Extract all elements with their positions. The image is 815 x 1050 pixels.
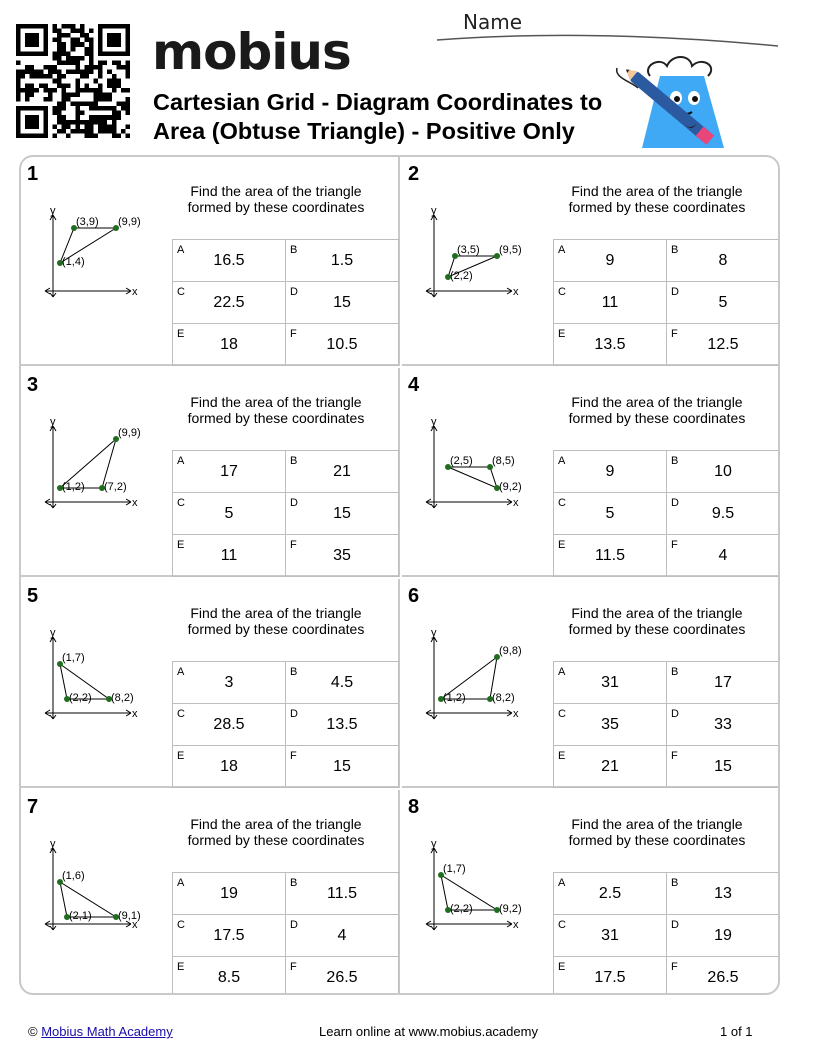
name-label: Name	[463, 10, 523, 34]
answer-letter: A	[558, 877, 566, 889]
x-axis-label: x	[513, 286, 519, 298]
answer-value: 1.5	[330, 252, 354, 269]
answer-value: 19	[714, 927, 732, 944]
answer-value: 18	[220, 336, 238, 353]
vertex-label: (9,9)	[118, 427, 141, 439]
footer-learn-online: Learn online at www.mobius.academy	[319, 1024, 538, 1039]
vertex-label: (9,9)	[118, 216, 141, 228]
answer-letter: C	[558, 497, 566, 509]
answer-option[interactable]	[173, 746, 286, 788]
answer-letter: C	[177, 708, 185, 720]
answer-choices	[172, 450, 400, 577]
problem-number: 7	[27, 796, 39, 818]
problem-panel	[21, 368, 400, 577]
worksheet-title	[153, 88, 673, 146]
answer-choices	[172, 661, 400, 788]
answer-option[interactable]	[554, 282, 667, 324]
answer-letter: C	[177, 286, 185, 298]
coordinate-diagram	[420, 838, 550, 944]
vertex-label: (8,5)	[492, 455, 515, 467]
answer-choices	[172, 239, 400, 366]
vertex-label: (2,2)	[69, 692, 92, 704]
answer-value: 11	[220, 547, 238, 564]
answer-option[interactable]	[667, 240, 780, 282]
answer-value: 31	[601, 927, 619, 944]
answer-letter: D	[290, 286, 298, 298]
answer-letter: A	[177, 455, 185, 467]
prompt-line: Find the area of the triangle	[571, 394, 743, 410]
answer-letter: E	[558, 961, 566, 973]
problem-panel	[402, 157, 780, 366]
x-axis-label: x	[513, 497, 519, 509]
answer-choices	[553, 450, 780, 577]
answer-option[interactable]	[554, 915, 667, 957]
answer-choices	[553, 661, 780, 788]
coordinate-diagram	[420, 205, 550, 311]
answer-letter: C	[177, 919, 185, 931]
answer-option[interactable]	[554, 240, 667, 282]
problem-prompt	[171, 394, 381, 426]
answer-value: 9	[605, 463, 615, 480]
answer-letter: B	[290, 244, 298, 256]
answer-letter: A	[558, 244, 566, 256]
answer-value: 15	[333, 505, 351, 522]
answer-option[interactable]	[173, 915, 286, 957]
answer-value: 33	[714, 716, 732, 733]
answer-option[interactable]	[667, 451, 780, 493]
footer-copyright	[28, 1024, 173, 1039]
problem-panel	[402, 790, 780, 995]
answer-value: 17	[714, 674, 732, 691]
answer-value: 15	[333, 758, 351, 775]
prompt-line: formed by these coordinates	[568, 199, 746, 215]
answer-value: 17.5	[594, 969, 626, 986]
answer-value: 17	[220, 463, 238, 480]
answer-value: 21	[333, 463, 351, 480]
answer-letter: E	[177, 539, 185, 551]
answer-value: 3	[224, 674, 234, 691]
answer-value: 13.5	[326, 716, 358, 733]
answer-letter: C	[558, 286, 566, 298]
x-axis-label: x	[513, 708, 519, 720]
answer-option[interactable]	[173, 662, 286, 704]
answer-option[interactable]	[667, 535, 780, 577]
answer-letter: E	[177, 750, 185, 762]
vertex-label: (1,6)	[62, 870, 85, 882]
answer-value: 13	[714, 885, 732, 902]
answer-option[interactable]	[286, 662, 399, 704]
answer-value: 2.5	[598, 885, 622, 902]
prompt-line: Find the area of the triangle	[190, 816, 362, 832]
answer-letter: F	[671, 961, 678, 973]
answer-option[interactable]	[173, 535, 286, 577]
answer-letter: A	[558, 666, 566, 678]
answer-option[interactable]	[554, 746, 667, 788]
answer-letter: F	[290, 961, 297, 973]
vertex-label: (1,2)	[62, 481, 85, 493]
answer-choices	[172, 872, 400, 995]
answer-letter: E	[558, 539, 566, 551]
answer-option[interactable]	[554, 704, 667, 746]
answer-letter: F	[290, 750, 297, 762]
x-axis-label: x	[132, 919, 138, 931]
vertex-label: (3,5)	[457, 244, 480, 256]
coordinate-diagram	[39, 416, 169, 522]
problem-prompt	[171, 183, 381, 215]
answer-option[interactable]	[667, 746, 780, 788]
problem-number: 8	[408, 796, 420, 818]
prompt-line: formed by these coordinates	[568, 621, 746, 637]
vertex-label: (9,1)	[118, 910, 141, 922]
answer-value: 10.5	[326, 336, 358, 353]
answer-option[interactable]	[286, 873, 399, 915]
answer-letter: F	[290, 539, 297, 551]
y-axis-label: y	[431, 627, 437, 639]
answer-option[interactable]	[667, 704, 780, 746]
answer-letter: B	[290, 666, 298, 678]
answer-option[interactable]	[286, 915, 399, 957]
answer-option[interactable]	[554, 957, 667, 995]
answer-option[interactable]	[667, 662, 780, 704]
answer-letter: F	[671, 328, 678, 340]
vertex-label: (9,8)	[499, 645, 522, 657]
axis-arrowheads	[45, 637, 131, 719]
answer-option[interactable]	[554, 324, 667, 366]
answer-option[interactable]	[286, 535, 399, 577]
answer-value: 5	[224, 505, 234, 522]
answer-letter: A	[558, 455, 566, 467]
answer-value: 15	[333, 294, 351, 311]
vertex-label: (9,2)	[499, 481, 522, 493]
x-axis-label: x	[132, 708, 138, 720]
answer-option[interactable]	[173, 493, 286, 535]
answer-option[interactable]	[173, 873, 286, 915]
problem-number: 5	[27, 585, 39, 607]
answer-value: 28.5	[213, 716, 245, 733]
answer-value: 15	[714, 758, 732, 775]
answer-letter: C	[558, 919, 566, 931]
answer-letter: B	[671, 877, 679, 889]
answer-value: 9.5	[711, 505, 735, 522]
vertex-label: (9,2)	[499, 903, 522, 915]
answer-option[interactable]	[286, 324, 399, 366]
problem-number: 3	[27, 374, 39, 396]
answer-value: 13.5	[594, 336, 626, 353]
prompt-line: formed by these coordinates	[187, 621, 365, 637]
answer-value: 35	[601, 716, 619, 733]
y-axis-label: y	[50, 627, 56, 639]
answer-letter: F	[671, 539, 678, 551]
answer-option[interactable]	[173, 704, 286, 746]
vertex-label: (1,2)	[443, 692, 466, 704]
answer-value: 22.5	[213, 294, 245, 311]
answer-letter: D	[290, 919, 298, 931]
answer-choices	[553, 872, 780, 995]
answer-letter: D	[671, 497, 679, 509]
answer-option[interactable]	[554, 535, 667, 577]
problem-number: 1	[27, 163, 39, 185]
mascot-illustration	[612, 48, 742, 158]
answer-value: 8	[718, 252, 728, 269]
axis-arrowheads	[426, 848, 512, 930]
answer-letter: A	[177, 877, 185, 889]
x-axis-label: x	[132, 286, 138, 298]
answer-option[interactable]	[173, 240, 286, 282]
prompt-line: Find the area of the triangle	[190, 605, 362, 621]
answer-value: 11.5	[327, 885, 357, 902]
vertex-label: (2,5)	[450, 455, 473, 467]
y-axis-label: y	[50, 205, 56, 217]
problem-prompt	[552, 816, 762, 848]
prompt-line: Find the area of the triangle	[571, 605, 743, 621]
prompt-line: Find the area of the triangle	[571, 816, 743, 832]
answer-option[interactable]	[173, 957, 286, 995]
problem-number: 2	[408, 163, 420, 185]
answer-option[interactable]	[667, 493, 780, 535]
answer-value: 19	[220, 885, 238, 902]
answer-value: 16.5	[213, 252, 245, 269]
problems-grid	[19, 155, 780, 995]
answer-value: 8.5	[217, 969, 241, 986]
answer-value: 11.5	[595, 547, 625, 564]
problem-panel	[21, 790, 400, 995]
answer-letter: E	[558, 750, 566, 762]
answer-letter: E	[558, 328, 566, 340]
answer-letter: B	[671, 666, 679, 678]
answer-option[interactable]	[173, 451, 286, 493]
vertex-label: (8,2)	[492, 692, 515, 704]
coordinate-diagram	[39, 205, 169, 311]
problem-panel	[21, 157, 400, 366]
answer-value: 9	[605, 252, 615, 269]
answer-choices	[553, 239, 780, 366]
answer-value: 4	[337, 927, 347, 944]
answer-option[interactable]	[554, 873, 667, 915]
vertex-label: (2,1)	[69, 910, 92, 922]
answer-option[interactable]	[554, 493, 667, 535]
answer-option[interactable]	[286, 282, 399, 324]
answer-value: 12.5	[707, 336, 739, 353]
answer-value: 5	[605, 505, 615, 522]
answer-option[interactable]	[554, 451, 667, 493]
answer-option[interactable]	[286, 746, 399, 788]
footer-page-number: 1 of 1	[720, 1024, 753, 1039]
answer-letter: D	[671, 919, 679, 931]
mobius-logo: mobius	[152, 23, 351, 81]
answer-letter: C	[177, 497, 185, 509]
problem-prompt	[552, 183, 762, 215]
vertex-label: (2,2)	[450, 903, 473, 915]
answer-value: 5	[718, 294, 728, 311]
prompt-line: formed by these coordinates	[187, 199, 365, 215]
answer-option[interactable]	[667, 915, 780, 957]
answer-letter: F	[290, 328, 297, 340]
answer-letter: A	[177, 666, 185, 678]
prompt-line: formed by these coordinates	[568, 832, 746, 848]
y-axis-label: y	[431, 838, 437, 850]
answer-letter: E	[177, 328, 185, 340]
answer-option[interactable]	[667, 324, 780, 366]
prompt-line: Find the area of the triangle	[190, 394, 362, 410]
problem-panel	[402, 368, 780, 577]
vertex-label: (1,7)	[62, 652, 85, 664]
answer-option[interactable]	[286, 493, 399, 535]
answer-value: 4.5	[330, 674, 354, 691]
answer-value: 17.5	[213, 927, 245, 944]
prompt-line: formed by these coordinates	[187, 410, 365, 426]
problem-prompt	[552, 394, 762, 426]
qr-code	[16, 24, 130, 138]
answer-value: 11	[601, 294, 619, 311]
answer-letter: B	[290, 877, 298, 889]
answer-value: 18	[220, 758, 238, 775]
vertex-label: (1,7)	[443, 863, 466, 875]
answer-letter: E	[177, 961, 185, 973]
problem-prompt	[552, 605, 762, 637]
answer-value: 26.5	[707, 969, 739, 986]
prompt-line: formed by these coordinates	[187, 832, 365, 848]
mobius-academy-link[interactable]: Mobius Math Academy	[41, 1024, 173, 1039]
answer-option[interactable]	[286, 240, 399, 282]
answer-option[interactable]	[173, 282, 286, 324]
problem-prompt	[171, 605, 381, 637]
answer-letter: B	[671, 244, 679, 256]
answer-letter: D	[671, 286, 679, 298]
answer-value: 35	[333, 547, 351, 564]
answer-value: 21	[601, 758, 619, 775]
coordinate-diagram	[420, 627, 550, 733]
answer-value: 4	[718, 547, 728, 564]
x-axis-label: x	[513, 919, 519, 931]
answer-letter: B	[290, 455, 298, 467]
y-axis-label: y	[50, 416, 56, 428]
triangle	[448, 467, 497, 488]
answer-value: 26.5	[326, 969, 358, 986]
title-line-2: Area (Obtuse Triangle) - Positive Only	[153, 118, 575, 144]
vertex-label: (1,4)	[62, 256, 85, 268]
answer-letter: F	[671, 750, 678, 762]
prompt-line: Find the area of the triangle	[571, 183, 743, 199]
vertex-label: (7,2)	[104, 481, 127, 493]
problem-number: 4	[408, 374, 420, 396]
answer-option[interactable]	[667, 957, 780, 995]
title-line-1: Cartesian Grid - Diagram Coordinates to	[153, 89, 603, 115]
answer-letter: A	[177, 244, 185, 256]
y-axis-label: y	[431, 205, 437, 217]
prompt-line: formed by these coordinates	[568, 410, 746, 426]
answer-letter: B	[671, 455, 679, 467]
answer-letter: C	[558, 708, 566, 720]
problem-number: 6	[408, 585, 420, 607]
problem-prompt	[171, 816, 381, 848]
answer-option[interactable]	[667, 282, 780, 324]
coordinate-diagram	[39, 838, 169, 944]
problem-panel	[402, 579, 780, 788]
y-axis-label: y	[50, 838, 56, 850]
vertex-label: (9,5)	[499, 244, 522, 256]
coordinate-diagram	[420, 416, 550, 522]
answer-option[interactable]	[286, 704, 399, 746]
prompt-line: Find the area of the triangle	[190, 183, 362, 199]
coordinate-diagram	[39, 627, 169, 733]
answer-value: 10	[714, 463, 732, 480]
x-axis-label: x	[132, 497, 138, 509]
vertex-label: (3,9)	[76, 216, 99, 228]
answer-letter: D	[290, 708, 298, 720]
problem-panel	[21, 579, 400, 788]
y-axis-label: y	[431, 416, 437, 428]
answer-option[interactable]	[554, 662, 667, 704]
vertex-label: (2,2)	[450, 270, 473, 282]
vertex-label: (8,2)	[111, 692, 134, 704]
answer-option[interactable]	[173, 324, 286, 366]
answer-option[interactable]	[667, 873, 780, 915]
copyright-symbol: ©	[28, 1024, 38, 1039]
answer-option[interactable]	[286, 451, 399, 493]
answer-letter: D	[290, 497, 298, 509]
answer-option[interactable]	[286, 957, 399, 995]
answer-letter: D	[671, 708, 679, 720]
answer-value: 31	[601, 674, 619, 691]
